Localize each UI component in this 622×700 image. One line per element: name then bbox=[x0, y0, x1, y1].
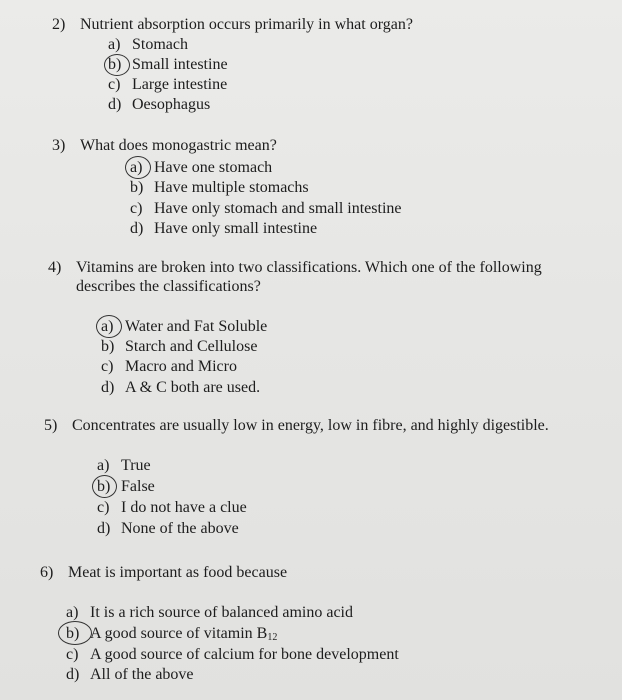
answer-circle-mark bbox=[92, 475, 117, 498]
question-number: 3) bbox=[52, 137, 66, 154]
question-text: Concentrates are usually low in energy, low in fibre, and highly digestible. bbox=[72, 417, 549, 434]
answer-circle-mark bbox=[58, 621, 92, 645]
answer-circle-mark bbox=[125, 156, 151, 179]
option-d: d) Oesophagus bbox=[108, 96, 211, 113]
option-c: c) Have only stomach and small intestine bbox=[130, 200, 402, 217]
option-b: b) A good source of vitamin $B_{12}$ bbox=[66, 625, 278, 643]
vitamin-subscript: 12 bbox=[267, 632, 278, 643]
option-d: d) All of the above bbox=[66, 666, 194, 683]
option-a: a) It is a rich source of balanced amino acid bbox=[66, 604, 353, 621]
question-number: 2) bbox=[52, 16, 66, 33]
option-b: b) Small intestine bbox=[108, 56, 228, 73]
option-c: c) I do not have a clue bbox=[97, 499, 247, 516]
option-b: b) Have multiple stomachs bbox=[130, 179, 309, 196]
question-text: Meat is important as food because bbox=[68, 564, 288, 581]
option-b: b) False bbox=[97, 478, 155, 495]
option-d: d) None of the above bbox=[97, 520, 239, 537]
option-a: a) Stomach bbox=[108, 36, 188, 53]
option-d: d) A & C both are used. bbox=[101, 379, 261, 396]
question-text-line-1: Vitamins are broken into two classifications. Which one of the following bbox=[76, 259, 542, 276]
option-a: a) True bbox=[97, 457, 151, 474]
option-d: d) Have only small intestine bbox=[130, 220, 318, 237]
option-b: b) Starch and Cellulose bbox=[101, 338, 258, 355]
question-number: 4) bbox=[48, 259, 62, 276]
answer-circle-mark bbox=[104, 54, 130, 76]
option-c: c) Large intestine bbox=[108, 76, 228, 93]
question-text: Nutrient absorption occurs primarily in what organ? bbox=[80, 16, 413, 33]
option-a: a) Water and Fat Soluble bbox=[101, 318, 268, 335]
answer-circle-mark bbox=[96, 315, 122, 338]
question-text-line-2: describes the classifications? bbox=[76, 278, 261, 295]
option-c: c) A good source of calcium for bone development bbox=[66, 646, 399, 663]
option-c: c) Macro and Micro bbox=[101, 358, 237, 375]
question-text: What does monogastric mean? bbox=[80, 137, 277, 154]
option-a: a) Have one stomach bbox=[130, 159, 273, 176]
question-number: 6) bbox=[40, 564, 54, 581]
question-number: 5) bbox=[44, 417, 58, 434]
